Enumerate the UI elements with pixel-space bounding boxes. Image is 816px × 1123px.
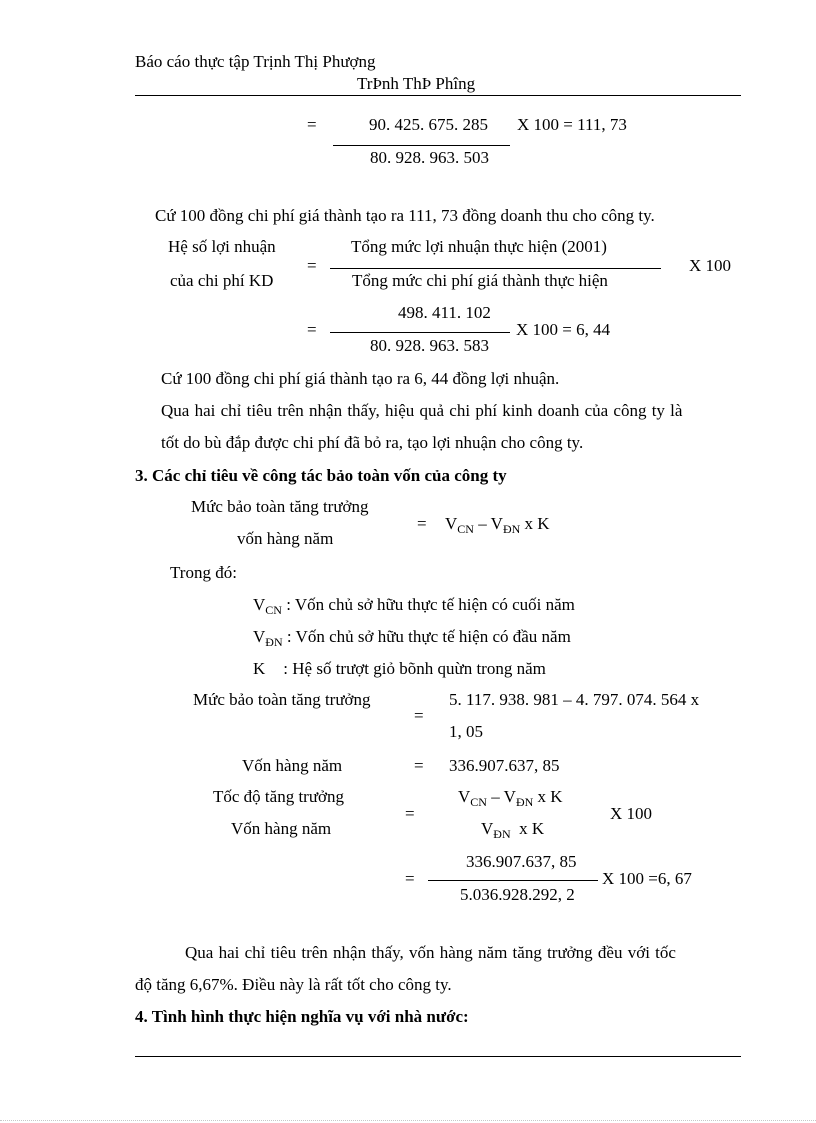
formula-label: Mức bảo toàn tăng trưởng: [191, 497, 369, 516]
formula-label: Vốn hàng năm: [242, 756, 343, 775]
definition-vcn: $V_{CN}$ : Vốn chủ sở hữu thực tế hiện có cuối năm: [253, 595, 575, 617]
paragraph: Cứ 100 đồng chi phí giá thành tạo ra 6, 44 đồng lợi nhuận.: [161, 369, 560, 388]
numerator: 90. 425. 675. 285: [369, 115, 488, 134]
fraction-bar: [330, 268, 661, 269]
formula-label: Tốc độ tăng trưởng: [213, 787, 345, 806]
formula-label: của chi phí KD: [170, 271, 274, 290]
denominator: Tổng mức chi phí giá thành thực hiện: [352, 271, 608, 290]
definition-k: K : Hệ số trượt giỏ bõnh quừn trong năm: [253, 659, 546, 678]
formula-expression: 5. 117. 938. 981 – 4. 797. 074. 564 x: [449, 690, 700, 709]
equals-sign: =: [417, 514, 427, 533]
numerator: 498. 411. 102: [398, 303, 491, 322]
formula-label: Mức bảo toàn tăng trưởng: [193, 690, 371, 709]
fraction-bar: [428, 880, 598, 881]
equals-sign: =: [405, 804, 415, 823]
numerator: Tổng mức lợi nhuận thực hiện (2001): [351, 237, 607, 256]
formula-value: 336.907.637, 85: [449, 756, 560, 775]
multiplier: X 100: [610, 804, 653, 823]
section-heading: 4. Tình hình thực hiện nghĩa vụ với nhà nước:: [135, 1007, 469, 1026]
equals-sign: =: [307, 256, 317, 275]
denominator: 80. 928. 963. 503: [370, 148, 489, 167]
page-edge: [0, 1120, 816, 1121]
equals-sign: =: [307, 115, 317, 134]
denominator: 80. 928. 963. 583: [370, 336, 489, 355]
equals-sign: =: [414, 756, 424, 775]
multiplier: X 100: [689, 256, 732, 275]
header-rule: [135, 95, 741, 96]
denominator: $V_{ĐN}$ x K: [481, 819, 545, 841]
paragraph-line: Qua hai chỉ tiêu trên nhận thấy, hiệu quả chi phí kinh doanh của công ty là: [161, 401, 683, 420]
footer-rule: [135, 1056, 741, 1057]
formula-label: Vốn hàng năm: [231, 819, 332, 838]
equals-sign: =: [414, 706, 424, 725]
fraction-bar: [333, 145, 510, 146]
formula-expression: $V_{CN} - V_{ĐN}$ x K: [445, 514, 550, 536]
multiplier: X 100 = 111, 73: [517, 115, 627, 134]
fraction-bar: [330, 332, 510, 333]
section-heading: 3. Các chỉ tiêu về công tác bảo toàn vốn của công ty: [135, 466, 507, 485]
formula-label: Hệ số lợi nhuận: [168, 237, 276, 256]
where-label: Trong đó:: [170, 563, 237, 582]
multiplier: X 100 = 6, 44: [516, 320, 611, 339]
denominator: 5.036.928.292, 2: [460, 885, 575, 904]
paragraph-line: Qua hai chỉ tiêu trên nhận thấy, vốn hàng năm tăng trưởng đều với tốc: [185, 943, 676, 962]
paragraph-line: độ tăng 6,67%. Điều này là rất tốt cho công ty.: [135, 975, 452, 994]
equals-sign: =: [405, 869, 415, 888]
header-subtitle: TrÞnh ThÞ Phîng: [357, 74, 476, 93]
definition-vdn: $V_{ĐN}$ : Vốn chủ sở hữu thực tế hiện có đầu năm: [253, 627, 571, 649]
numerator: $V_{CN} - V_{ĐN}$ x K: [458, 787, 563, 809]
multiplier: X 100 =6, 67: [602, 869, 692, 888]
equals-sign: =: [307, 320, 317, 339]
numerator: 336.907.637, 85: [466, 852, 577, 871]
paragraph: Cứ 100 đồng chi phí giá thành tạo ra 111, 73 đồng doanh thu cho công ty.: [155, 206, 655, 225]
formula-expression: 1, 05: [449, 722, 483, 741]
header-title: Báo cáo thực tập Trịnh Thị Phượng: [135, 52, 376, 71]
paragraph-line: tốt do bù đắp được chi phí đã bỏ ra, tạo lợi nhuận cho công ty.: [161, 433, 584, 452]
formula-label: vốn hàng năm: [237, 529, 334, 548]
